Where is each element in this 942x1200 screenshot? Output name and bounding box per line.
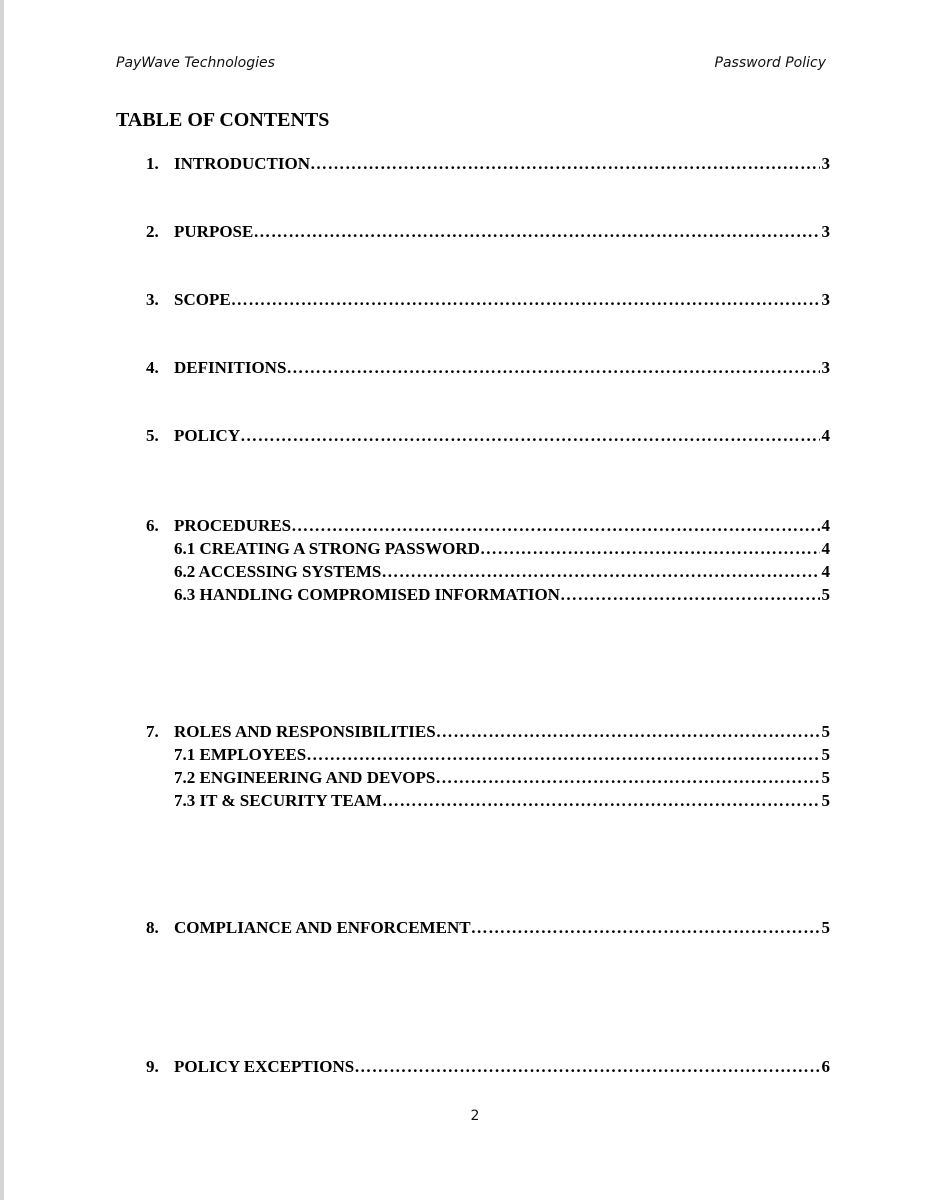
toc-entry-policy[interactable] [4,426,830,448]
toc-leader-dots [382,791,820,811]
toc-leader-dots [381,562,819,582]
toc-entry-page: 4 [821,426,830,445]
toc-leader-dots [436,722,820,742]
toc-entry-creating-strong-password[interactable] [4,539,830,561]
toc-entry-label: PROCEDURES [174,516,292,535]
toc-entry-engineering-and-devops[interactable] [4,768,830,790]
toc-entry-page: 5 [821,585,830,604]
toc-entry-number: 6. [146,516,159,535]
toc-entry-label: DEFINITIONS [174,358,287,377]
toc-entry-number: 5. [146,426,159,445]
page-number: 2 [470,1108,480,1124]
toc-entry-page: 5 [821,918,830,937]
toc-entry-label: 7.3 IT & SECURITY TEAM [174,791,382,810]
toc-leader-dots [310,154,819,174]
toc-entry-number: 3. [146,290,159,309]
toc-leader-dots [480,539,820,559]
toc-entry-page: 3 [821,222,830,241]
toc-title: TABLE OF CONTENTS [116,109,330,131]
toc-leader-dots [354,1057,819,1077]
toc-leader-dots [240,426,819,446]
toc-entry-label: 7.1 EMPLOYEES [174,745,307,764]
toc-entry-label: 6.2 ACCESSING SYSTEMS [174,562,382,581]
toc-leader-dots [231,290,820,310]
toc-entry-label: PURPOSE [174,222,254,241]
toc-entry-accessing-systems[interactable] [4,562,830,584]
toc-entry-procedures[interactable] [4,516,830,538]
toc-entry-label: ROLES AND RESPONSIBILITIES [174,722,436,741]
toc-entry-label: 7.2 ENGINEERING AND DEVOPS [174,768,436,787]
toc-entry-label: 6.3 HANDLING COMPROMISED INFORMATION [174,585,560,604]
toc-leader-dots [286,358,819,378]
toc-leader-dots [471,918,820,938]
toc-entry-definitions[interactable] [4,358,830,380]
toc-entry-page: 3 [821,154,830,173]
toc-entry-it-security-team[interactable] [4,791,830,813]
toc-entry-number: 4. [146,358,159,377]
toc-entry-number: 1. [146,154,159,173]
toc-entry-page: 4 [821,516,830,535]
toc-entry-label: 6.1 CREATING A STRONG PASSWORD [174,539,480,558]
header-document-title: Password Policy [714,55,826,71]
toc-entry-label: COMPLIANCE AND ENFORCEMENT [174,918,471,937]
toc-entry-employees[interactable] [4,745,830,767]
toc-entry-introduction[interactable] [4,154,830,176]
toc-entry-page: 4 [821,562,830,581]
toc-entry-page: 5 [821,722,830,741]
toc-leader-dots [306,745,819,765]
toc-entry-roles-and-responsibilities[interactable] [4,722,830,744]
toc-entry-page: 4 [821,539,830,558]
toc-entry-label: SCOPE [174,290,231,309]
toc-entry-policy-exceptions[interactable] [4,1057,830,1079]
toc-entry-label: POLICY [174,426,241,445]
header-company: PayWave Technologies [116,55,275,71]
toc-entry-scope[interactable] [4,290,830,312]
toc-entry-purpose[interactable] [4,222,830,244]
toc-entry-label: INTRODUCTION [174,154,311,173]
toc-entry-page: 5 [821,791,830,810]
toc-entry-number: 2. [146,222,159,241]
toc-leader-dots [253,222,819,242]
toc-leader-dots [560,585,820,605]
toc-entry-handling-compromised-information[interactable] [4,585,830,607]
toc-entry-page: 5 [821,745,830,764]
toc-entry-compliance-and-enforcement[interactable] [4,918,830,940]
toc-entry-page: 3 [821,290,830,309]
toc-entry-page: 5 [821,768,830,787]
toc-entry-page: 3 [821,358,830,377]
toc-entry-number: 9. [146,1057,159,1076]
toc-leader-dots [291,516,819,536]
toc-entry-page: 6 [821,1057,830,1076]
toc-entry-number: 8. [146,918,159,937]
toc-entry-number: 7. [146,722,159,741]
toc-leader-dots [435,768,819,788]
toc-entry-label: POLICY EXCEPTIONS [174,1057,355,1076]
